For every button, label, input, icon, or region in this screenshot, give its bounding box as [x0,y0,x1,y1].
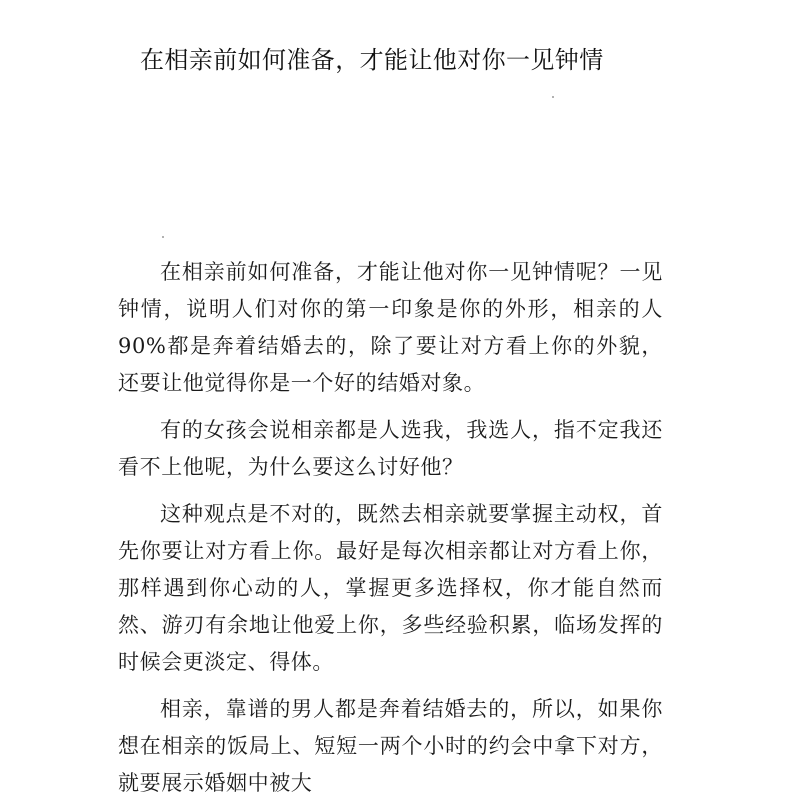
paragraph: 有的女孩会说相亲都是人选我，我选人，指不定我还看不上他呢，为什么要这么讨好他？ [118,418,663,479]
paragraph: 这种观点是不对的，既然去相亲就要掌握主动权，首先你要让对方看上你。最好是每次相亲都让对方看上你，那样遇到你心动的人，掌握更多选择权，你才能自然而然、游刃有余地让他爱上你，多些经验积累，临场发挥的时候会更淡定、得体。 [118,502,663,674]
scan-speck [552,96,554,98]
body-text [118,254,663,812]
paragraph: 在相亲前如何准备，才能让他对你一见钟情呢？一见钟情，说明人们对你的第一印象是你的外形，相亲的人90%都是奔着结婚去的，除了要让对方看上你的外貌，还要让他觉得你是一个好的结婚对象。 [118,260,663,395]
paragraph: 相亲，靠谱的男人都是奔着结婚去的，所以，如果你想在相亲的饭局上、短短一两个小时的约会中拿下对方，就要展示婚姻中被大 [118,697,663,795]
scan-speck [162,236,164,238]
chapter-title: 在相亲前如何准备，才能让他对你一见钟情 [140,46,604,74]
